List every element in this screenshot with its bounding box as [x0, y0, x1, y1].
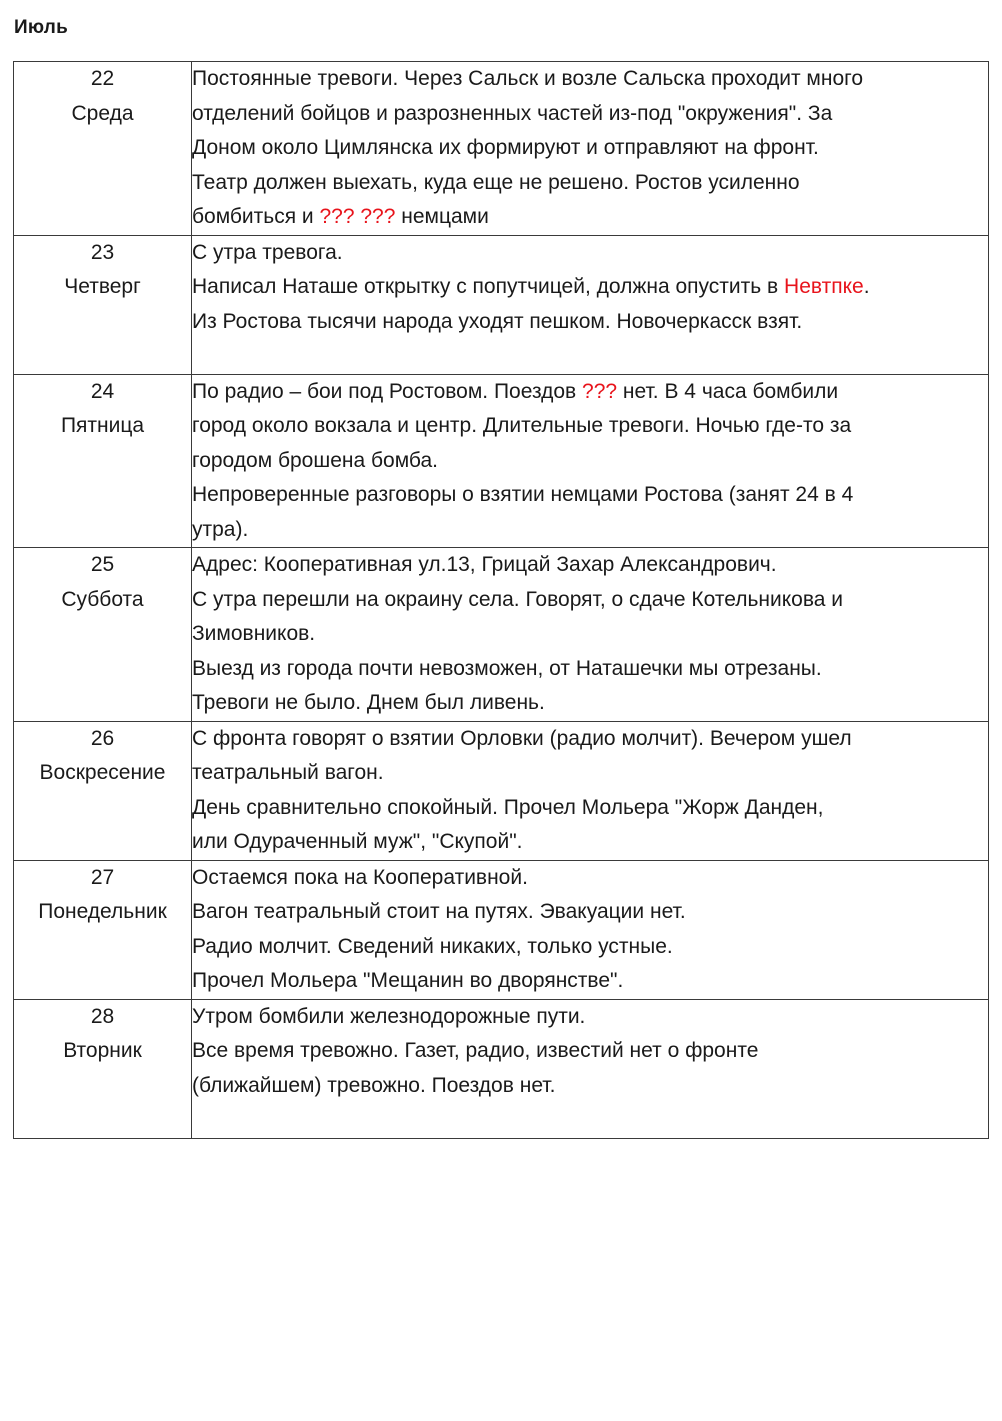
- text-segment: Зимовников.: [192, 622, 316, 645]
- entry-text-line: [192, 791, 988, 826]
- blank-line: [192, 339, 988, 374]
- day-number: 23: [90, 240, 115, 264]
- text-segment: .: [863, 275, 870, 298]
- day-number: 26: [90, 726, 115, 750]
- text-segment: С утра тревога.: [192, 240, 343, 264]
- day-number: 28: [90, 1004, 115, 1028]
- day-cell: [14, 860, 192, 999]
- text-segment: Из Ростова тысячи народа уходят пешком. Новочеркасск взят.: [192, 309, 803, 333]
- weekday-name: Суббота: [61, 587, 144, 611]
- weekday-name: Понедельник: [38, 900, 167, 923]
- weekday-name: Вторник: [63, 1039, 142, 1062]
- diary-entry-row: [14, 62, 989, 236]
- entry-text-line: [192, 1069, 988, 1104]
- day-cell: [14, 374, 192, 548]
- text-segment: Выезд из города почти невозможен, от Наташечки мы отрезаны.: [192, 656, 822, 680]
- text-segment: С утра перешли на окраину села. Говорят, о сдаче Котельникова и: [192, 587, 844, 611]
- text-segment: бомбиться и: [192, 205, 320, 228]
- entry-text-line: [192, 617, 988, 652]
- diary-entry-row: [14, 721, 989, 860]
- entry-text-cell: [192, 999, 989, 1138]
- text-segment: немцами: [395, 205, 489, 228]
- diary-entry-row: [14, 860, 989, 999]
- text-segment: Непроверенные разговоры о взятии немцами Ростова (занят 24 в 4: [192, 483, 854, 506]
- diary-table-body: [14, 62, 989, 1139]
- entry-text-line: [192, 1000, 988, 1035]
- entry-text-line: [192, 548, 988, 583]
- entry-text-line: [192, 756, 988, 791]
- entry-text-line: [192, 409, 988, 444]
- text-segment: Театр должен выехать, куда еще не решено. Ростов усиленно: [192, 170, 800, 194]
- text-segment: Постоянные тревоги. Через Сальск и возле Сальска проходит много: [192, 67, 864, 90]
- text-segment: Все время тревожно. Газет, радио, известий нет о фронте: [192, 1039, 759, 1062]
- entry-text-cell: [192, 235, 989, 374]
- entry-text-line: [192, 236, 988, 271]
- entry-text-line: [192, 722, 988, 757]
- weekday-name: Пятница: [60, 414, 145, 437]
- day-number: 22: [90, 67, 115, 90]
- text-segment: Вагон театральный стоит на путях. Эвакуации нет.: [192, 900, 686, 923]
- day-cell: [14, 548, 192, 722]
- entry-text-line: [192, 62, 988, 97]
- text-segment: Радио молчит. Сведений никаких, только устные.: [192, 934, 673, 958]
- weekday-name: Среда: [71, 101, 134, 125]
- day-cell: [14, 235, 192, 374]
- day-cell: [14, 721, 192, 860]
- entry-text-line: [192, 861, 988, 896]
- day-number: 25: [90, 553, 115, 576]
- entry-text-line: [192, 305, 988, 340]
- entry-text-line: [192, 444, 988, 479]
- weekday-name: Четверг: [64, 275, 141, 298]
- entry-text-line: [192, 166, 988, 201]
- entry-text-line: [192, 825, 988, 860]
- text-segment: Тревоги не было. Днем был ливень.: [192, 691, 545, 714]
- weekday-name: Воскресение: [39, 761, 166, 784]
- entry-text-line: [192, 964, 988, 999]
- diary-entry-row: [14, 548, 989, 722]
- entry-text-line: [192, 583, 988, 618]
- entry-text-cell: [192, 374, 989, 548]
- text-segment: Написал Наташе открытку с попутчицей, должна опустить в: [192, 275, 785, 298]
- text-segment: утра).: [192, 517, 249, 541]
- text-segment: театральный вагон.: [192, 761, 384, 784]
- entry-text-cell: [192, 860, 989, 999]
- text-segment: Остаемся пока на Кооперативной.: [192, 865, 528, 889]
- entry-text-cell: [192, 721, 989, 860]
- entry-text-line: [192, 375, 988, 410]
- entry-text-line: [192, 270, 988, 305]
- page-title: Июль: [14, 17, 68, 38]
- highlighted-unclear-text: ???: [582, 379, 618, 403]
- entry-text-line: [192, 131, 988, 166]
- entry-text-line: [192, 686, 988, 721]
- text-segment: Утром бомбили железнодорожные пути.: [192, 1004, 586, 1028]
- text-segment: С фронта говорят о взятии Орловки (радио молчит). Вечером ушел: [192, 726, 852, 750]
- text-segment: День сравнительно спокойный. Прочел Мольера "Жорж Данден,: [192, 795, 824, 819]
- entry-text-cell: [192, 62, 989, 236]
- text-segment: отделений бойцов и разрозненных частей из-под "окружения". За: [192, 101, 833, 125]
- entry-text-line: [192, 200, 988, 235]
- entry-text-line: [192, 97, 988, 132]
- entry-text-line: [192, 895, 988, 930]
- day-number: 27: [90, 865, 115, 889]
- text-segment: или Одураченный муж", "Скупой".: [192, 830, 523, 853]
- entry-text-cell: [192, 548, 989, 722]
- text-segment: городом брошена бомба.: [192, 448, 438, 472]
- text-segment: Прочел Мольера "Мещанин во дворянстве".: [192, 969, 624, 992]
- entry-text-line: [192, 513, 988, 548]
- text-segment: Адрес: Кооперативная ул.13, Грицай Захар Александрович.: [192, 553, 777, 576]
- day-cell: [14, 999, 192, 1138]
- text-segment: город около вокзала и центр. Длительные тревоги. Ночью где-то за: [192, 414, 852, 437]
- highlighted-unclear-text: Невтпке: [784, 275, 864, 298]
- text-segment: (ближайшем) тревожно. Поездов нет.: [192, 1073, 556, 1097]
- day-cell: [14, 62, 192, 236]
- text-segment: Доном около Цимлянска их формируют и отправляют на фронт.: [192, 136, 819, 159]
- highlighted-unclear-text: ??? ???: [319, 205, 396, 228]
- diary-table: [13, 61, 989, 1139]
- text-segment: нет. В 4 часа бомбили: [617, 379, 839, 403]
- entry-text-line: [192, 652, 988, 687]
- diary-entry-row: [14, 374, 989, 548]
- entry-text-line: [192, 930, 988, 965]
- entry-text-line: [192, 478, 988, 513]
- entry-text-line: [192, 1034, 988, 1069]
- diary-entry-row: [14, 999, 989, 1138]
- day-number: 24: [90, 379, 115, 403]
- diary-entry-row: [14, 235, 989, 374]
- blank-line: [192, 1103, 988, 1138]
- text-segment: По радио – бои под Ростовом. Поездов: [192, 379, 583, 403]
